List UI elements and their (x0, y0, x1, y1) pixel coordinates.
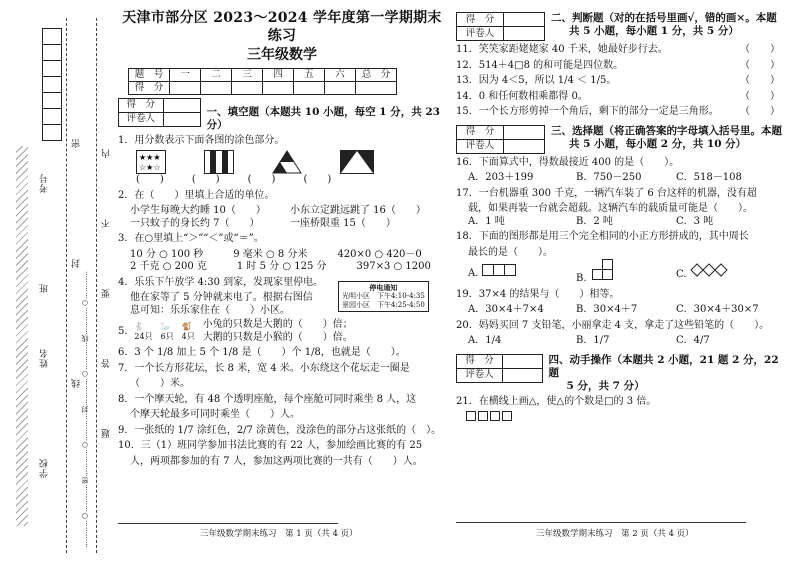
square-icon (502, 411, 512, 421)
answer-blank[interactable]: ( ) (247, 174, 276, 186)
question-21: 21．在横线上画△，使△的个数是□的 3 倍。 (456, 395, 657, 407)
question-17b: 载，如果再装一台就会超载。这辆汽车的载质量可能是（ ）。 (468, 203, 753, 214)
question-5 (118, 319, 446, 344)
q4-line: 他在家等了 5 分钟就来电了。根据右图信 (130, 292, 313, 304)
score-header-cell: 总 分 (356, 68, 397, 81)
section3-header (456, 125, 786, 154)
section4-title: 四、动手操作（本题共 2 小题，21 题 2 分，22 题 (548, 353, 779, 379)
answer-blank[interactable]: （ ） (740, 106, 780, 117)
answer-blank[interactable]: （ ） (740, 90, 780, 102)
svg-text:☆★☆: ☆★☆ (139, 163, 161, 173)
diagonal-squares-icon (690, 263, 736, 277)
grader-name-cell[interactable] (504, 27, 545, 41)
option-a[interactable]: A．1 吨 (468, 215, 505, 227)
section3-title-2: 共 5 小题，每小题 2 分，共 10 分） (569, 137, 747, 150)
score-header-cell: 三 (232, 68, 263, 81)
section2-title: 二、判断题（对的在括号里画√，错的画×。本题 (551, 12, 777, 24)
q2-row (130, 205, 446, 218)
option-b[interactable]: B．2 吨 (576, 215, 613, 227)
answer-blank[interactable]: ( ) (303, 174, 332, 186)
notice-line: 光明小区 下午4:10-4:35 (342, 291, 425, 300)
question-16: 16．下面算式中，得数最接近 400 的是（ ）。 (456, 156, 680, 168)
q4-line: 息可知：乐乐家住在（ ）小区。 (130, 304, 290, 316)
score-cell[interactable] (232, 81, 263, 94)
exam-subtitle: 三年级数学 (247, 47, 317, 63)
grader-box (456, 12, 545, 41)
question-18b: 最长的是（ ）。 (468, 246, 553, 258)
answer-blank[interactable]: （ ） (740, 44, 780, 55)
grader-score-cell[interactable] (163, 98, 200, 112)
q2a: 小学生每晚大约睡 10（ ） (130, 205, 266, 217)
animal-pictures (134, 322, 194, 342)
q3b: 2 千克 ○ 200 克 1 时 5 分 ○ 125 分 397×3 ○ 1200 (130, 261, 431, 273)
question-10b: 人，两项都参加的有 7 人，参加这两项比赛的一共有（ ）人。 (130, 455, 423, 467)
q2c: 一只蚊子的身长约 7（ ） (130, 217, 260, 229)
grader-box (456, 125, 545, 154)
question-9: 9．一张纸的 1/7 涂红色，2/7 涂黄色，没涂色的部分占这张纸的（ ）。 (118, 424, 442, 436)
q2d: 一座桥限重 15（ ） (290, 217, 396, 229)
question-11: 11．笑笑家距姥姥家 40 千米，她最好步行去。 （ ） (456, 44, 780, 55)
grader-score-cell[interactable] (503, 354, 542, 368)
option-c[interactable]: C．4/7 (676, 335, 710, 346)
question-7a: 7．一个长方形花坛，长 8 米，宽 4 米。小东绕这个花坛走一圈是 (118, 362, 410, 374)
question-6: 6．3 个 1/8 加上 5 个 1/8 是（ ）个 1/8，也就是（ ）。 (118, 347, 406, 359)
option-c[interactable]: C．30×4＋30×7 (676, 304, 759, 315)
answer-blank[interactable]: ( ) (191, 174, 220, 186)
option-a[interactable]: A．203＋199 (468, 172, 534, 183)
goose-icon: 🦢 6只 (160, 321, 174, 341)
seal-char: 要 (102, 288, 112, 298)
option-a[interactable]: A．1/4 (468, 335, 502, 346)
q5b: 大鹅的只数是小猴的（ ）倍。 (202, 331, 353, 343)
section4-title-2: 5 分，共 7 分） (566, 379, 645, 392)
q2b: 小东立定跳远跳了 16（ ） (290, 205, 426, 217)
score-row-label: 得 分 (129, 81, 170, 94)
square-icon (466, 411, 476, 421)
question-8b: 个摩天轮最多可同时乘坐（ ）人。 (130, 409, 300, 421)
option-b[interactable]: B. (576, 259, 676, 286)
question-13: 13．因为 4＜5，所以 1/4 ＜ 1/5。 （ ） (456, 75, 780, 86)
q16-options (468, 172, 786, 185)
option-c[interactable]: C．3 吨 (676, 215, 714, 227)
triangle-figure (272, 150, 302, 174)
grader-score-label: 得 分 (457, 13, 504, 27)
answer-blank[interactable]: ( ) (136, 174, 164, 186)
seal-char: 内 (102, 148, 112, 158)
q18-options (468, 259, 786, 286)
section4-header (456, 354, 786, 393)
score-cell[interactable] (356, 81, 397, 94)
seal-line (66, 18, 67, 553)
score-header-cell: 二 (201, 68, 232, 81)
score-header-cell: 题 号 (129, 68, 170, 81)
question-3: 3．在○里填上“＞”“＜”或“＝”。 (118, 233, 264, 245)
option-a[interactable]: A. (468, 264, 576, 281)
three-squares-row-icon (482, 264, 518, 276)
notice-title: 停电通知 (369, 282, 398, 292)
seal-char: 线 (72, 378, 82, 388)
q4-line: 4．乐乐下午放学 4:30 到家，发现家里停电。 (118, 276, 324, 288)
question-18a: 18．下面的图形都是用三个完全相同的小正方形拼成的，其中周长 (456, 231, 749, 242)
notice-line: 景园小区 下午4:25-4:50 (342, 300, 425, 309)
footer-rule (118, 523, 338, 524)
section1-title: 一、填空题（本题共 10 小题，每空 1 分，共 23 分） (206, 105, 440, 131)
score-table (128, 68, 397, 95)
footer-left: 三年级数学期末练习 第 1 页（共 4 页） (200, 529, 358, 539)
grader-box (118, 98, 201, 127)
score-cell[interactable] (201, 81, 232, 94)
binding-strip (8, 18, 114, 553)
q21-squares (466, 411, 786, 426)
stripes-figure (204, 150, 234, 174)
footer-rule (456, 522, 746, 523)
grader-score-label: 得 分 (457, 354, 503, 368)
left-column (118, 10, 446, 468)
label-school: 学校 (40, 458, 50, 478)
score-cell[interactable] (263, 81, 294, 94)
rabbit-icon: 🐇 24只 (134, 321, 153, 341)
option-c[interactable]: C. (676, 263, 736, 282)
score-cell[interactable] (170, 81, 201, 94)
q5-number: 5． (118, 325, 135, 337)
seat-number-boxes (42, 28, 62, 141)
parallelogram-figure (340, 150, 374, 174)
grader-score-label: 得 分 (119, 98, 164, 112)
section3-title: 三、选择题（将正确答案的字母填入括号里。本题 (551, 124, 782, 137)
grader-name-label: 评卷人 (119, 112, 164, 126)
svg-text:★★★: ★★★ (139, 153, 161, 163)
question-12: 12．514＋4□8 的和可能是四位数。 （ ） (456, 59, 780, 71)
option-b[interactable]: B．1/7 (576, 335, 610, 346)
answer-blank[interactable]: （ ） (740, 75, 780, 86)
q17-options (468, 216, 786, 229)
score-header-cell: 四 (263, 68, 294, 81)
label-exam-number: 考号 (40, 173, 50, 193)
grader-score-cell[interactable] (504, 13, 545, 27)
q3a: 10 分 ○ 100 秒 9 毫米 ○ 8 分米 420×0 ○ 420－0 (130, 248, 422, 260)
option-c[interactable]: C．518－108 (676, 172, 742, 183)
label-class: 班 (40, 283, 50, 293)
right-column (456, 10, 786, 426)
square-icon (490, 411, 500, 421)
label-name: 姓名 (40, 348, 50, 368)
grader-name-label: 评卷人 (457, 139, 504, 153)
square-icon (478, 411, 488, 421)
question-15: 15．一个长方形剪掉一个角后，剩下的部分一定是三角形。 （ ） (456, 106, 780, 117)
question-1: 1．用分数表示下面各图的涂色部分。 (118, 134, 285, 146)
seal-dashes: …………○…………密…………○…………封…………○…………线…………○………… (81, 271, 89, 548)
monkey-icon: 🐒 4只 (181, 321, 195, 341)
q19-options (468, 304, 786, 317)
option-b[interactable]: B．750－250 (576, 172, 642, 183)
score-header-cell: 一 (170, 68, 201, 81)
grader-name-cell[interactable] (504, 139, 545, 153)
option-b[interactable]: B．30×4＋7 (576, 304, 638, 315)
exam-title: 天津市部分区 2023～2024 学年度第一学期期末练习 (122, 10, 442, 44)
grader-name-cell[interactable] (503, 368, 542, 382)
question-20: 20．妈妈买回 7 支铅笔，小丽拿走 4 支，拿走了这些铅笔的（ ）。 (456, 319, 770, 331)
q1-figures (136, 150, 446, 174)
seal-char: 不 (102, 218, 112, 228)
seal-line-2 (96, 18, 97, 553)
question-4 (118, 277, 446, 318)
score-header-cell: 五 (294, 68, 325, 81)
score-cell[interactable] (325, 81, 356, 94)
seal-char: 密 (72, 138, 82, 148)
score-header-cell: 六 (325, 68, 356, 81)
grader-name-cell[interactable] (163, 112, 200, 126)
question-7b: （ ）米。 (130, 378, 190, 390)
stars-figure (136, 150, 166, 174)
question-17a: 17．一台机器重 300 千克，一辆汽车装了 6 台这样的机器，没有超 (456, 187, 757, 199)
question-2: 2．在（ ）里填上合适的单位。 (118, 189, 275, 201)
section1-header (118, 98, 446, 132)
q5a: 小兔的只数是大鹅的（ ）倍； (202, 319, 353, 331)
power-notice (338, 281, 429, 312)
hatch-border (16, 146, 28, 526)
score-cell[interactable] (294, 81, 325, 94)
seal-char: 封 (72, 258, 82, 268)
l-shape-squares-icon (590, 259, 616, 281)
question-14: 14．0 和任何数相乘都得 0。 （ ） (456, 90, 780, 102)
grader-name-label: 评卷人 (457, 27, 504, 41)
q1-answer-blanks (136, 174, 446, 187)
q20-options (468, 335, 786, 348)
grader-name-label: 评卷人 (457, 368, 503, 382)
section2-header (456, 12, 786, 41)
seal-char: 答 (102, 358, 112, 368)
option-a[interactable]: A．30×4＋7×4 (468, 304, 544, 315)
grader-box (456, 354, 543, 383)
question-10a: 10．三（1）班同学参加书法比赛的有 22 人，参加绘画比赛的有 25 (118, 440, 423, 452)
question-19: 19．37×4 的结果与（ ）相等。 (456, 288, 620, 300)
seal-char: 题 (102, 428, 112, 438)
footer-right: 三年级数学期末练习 第 2 页（共 4 页） (536, 529, 694, 539)
question-8a: 8．一个摩天轮，有 48 个透明座舱，每个座舱可同时乘坐 8 人，这 (118, 393, 417, 405)
answer-blank[interactable]: （ ） (740, 59, 780, 71)
grader-score-cell[interactable] (504, 125, 545, 139)
grader-score-label: 得 分 (457, 125, 504, 139)
q2-row (130, 218, 446, 231)
section2-title-2: 共 5 小题，每小题 1 分，共 5 分） (569, 25, 739, 38)
